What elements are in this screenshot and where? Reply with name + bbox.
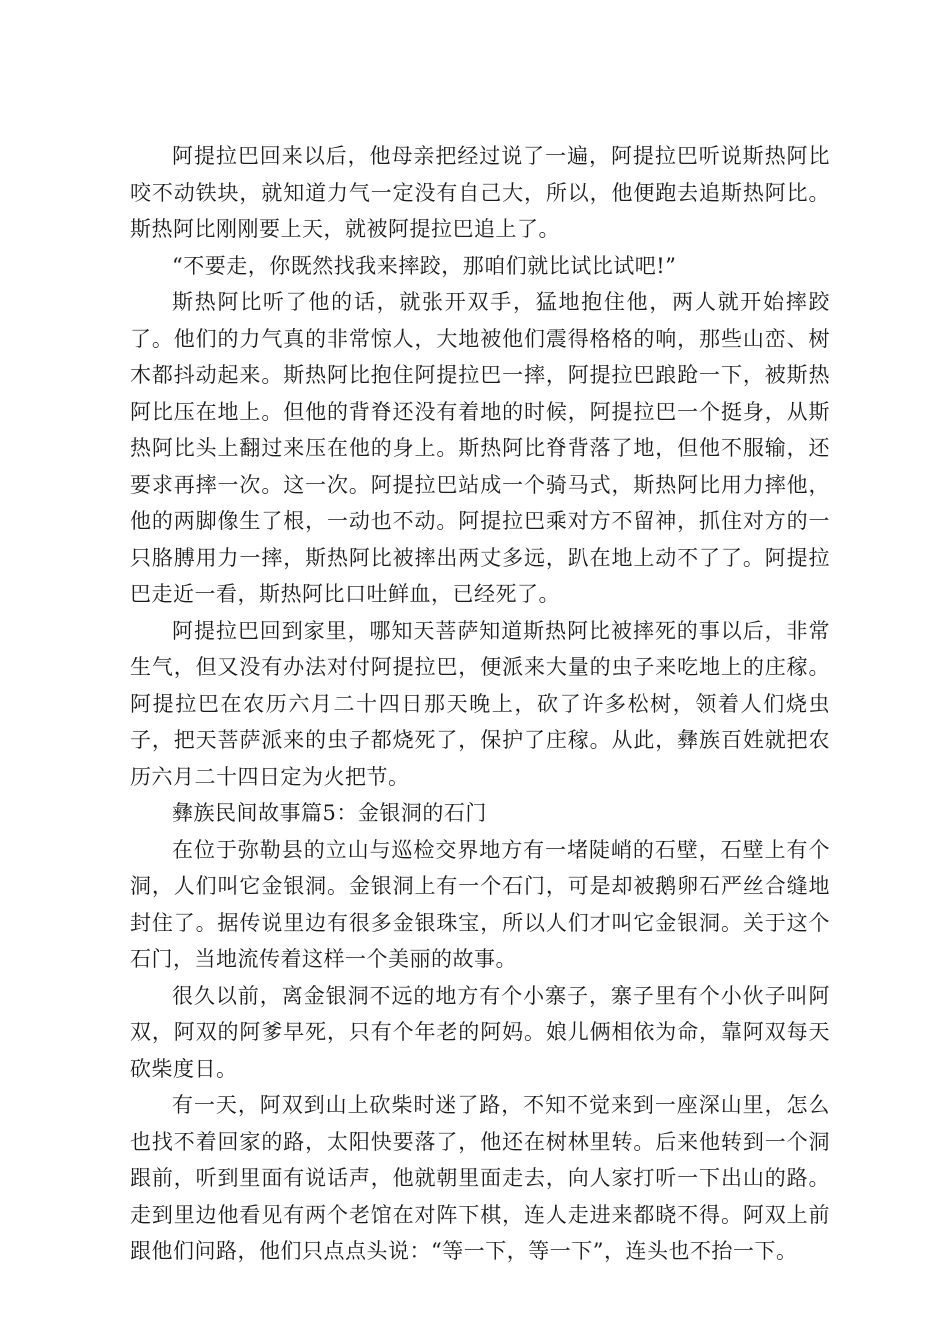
paragraph-5: 在位于弥勒县的立山与巡检交界地方有一堵陡峭的石壁，石壁上有个洞，人们叫它金银洞。金银洞上有一个石门，可是却被鹅卵石严丝合缝地封住了。据传说里边有很多金银珠宝，所以人们才叫它金银洞。关于这个石门，当地流传着这样一个美丽的故事。 [130,837,830,971]
paragraph-6: 很久以前，离金银洞不远的地方有个小寨子，寨子里有个小伙子叫阿双，阿双的阿爹早死，只有个年老的阿妈。娘儿俩相依为命，靠阿双每天砍柴度日。 [130,983,830,1081]
section-heading: 彝族民间故事篇5：金银洞的石门 [172,801,487,825]
paragraph-3: 斯热阿比听了他的话，就张开双手，猛地抱住他，两人就开始摔跤了。他们的力气真的非常惊人，大地被他们震得格格的响，那些山峦、树木都抖动起来。斯热阿比抱住阿提拉巴一摔，阿提拉巴踉跄一下，被斯热阿比压在地上。但他的背脊还没有着地的时候，阿提拉巴一个挺身，从斯热阿比头上翻过来压在他的身上。斯热阿比脊背落了地，但他不服输，还要求再摔一次。这一次。阿提拉巴站成一个骑马式，斯热阿比用力摔他，他的两脚像生了根，一动也不动。阿提拉巴乘对方不留神，抓住对方的一只胳膊用力一摔，斯热阿比被摔出两丈多远，趴在地上动不了了。阿提拉巴走近一看，斯热阿比口吐鲜血，已经死了。 [130,290,830,606]
paragraph-4: 阿提拉巴回到家里，哪知天菩萨知道斯热阿比被摔死的事以后，非常生气，但又没有办法对付阿提拉巴，便派来大量的虫子来吃地上的庄稼。阿提拉巴在农历六月二十四日那天晚上，砍了许多松树，领着人们烧虫子，把天菩萨派来的虫子都烧死了，保护了庄稼。从此，彝族百姓就把农历六月二十四日定为火把节。 [130,618,830,789]
paragraph-7: 有一天，阿双到山上砍柴时迷了路，不知不觉来到一座深山里，怎么也找不着回家的路，太阳快要落了，他还在树林里转。后来他转到一个洞跟前，听到里面有说话声，他就朝里面走去，向人家打听一下出山的路。走到里边他看见有两个老馆在对阵下棋，连人走进来都晓不得。阿双上前跟他们问路，他们只点点头说：“等一下，等一下”，连头也不抬一下。 [130,1093,830,1263]
paragraph-2-quote: “不要走，你既然找我来摔跤，那咱们就比试比试吧!” [172,253,677,278]
document-body [130,138,830,1270]
paragraph-1: 阿提拉巴回来以后，他母亲把经过说了一遍，阿提拉巴听说斯热阿比咬不动铁块，就知道力气一定没有自己大，所以，他便跑去追斯热阿比。斯热阿比刚刚要上天，就被阿提拉巴追上了。 [130,144,830,241]
